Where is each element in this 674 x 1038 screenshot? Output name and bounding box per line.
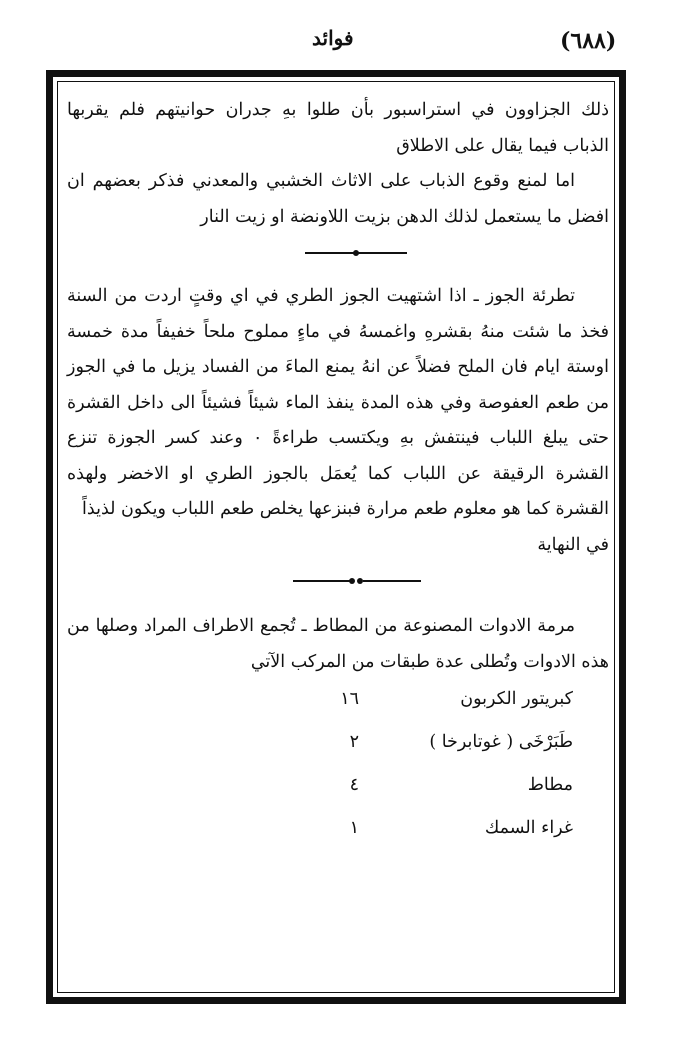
recipe-item-name: مطاط xyxy=(527,775,573,795)
recipe-table xyxy=(67,682,609,854)
paragraph-flies-furniture: اما لمنع وقوع الذباب على الاثاث الخشبي والمعدني فذكر بعضهم ان افضل ما يستعمل لذلك الدهن بزيت اللاونضة او زيت النار xyxy=(67,171,609,227)
paragraph-flies-strasbourg: ذلك الجزاوون في استراسبور بأن طلوا بهِ جدران حوانيتهم فلم يقربها الذباب فيما يقال على الاطلاق xyxy=(67,100,609,156)
recipe-item-qty: ١ xyxy=(349,818,359,838)
recipe-item-qty: ١٦ xyxy=(340,689,359,709)
page-number: (٦٨٨) xyxy=(560,28,617,54)
divider-line xyxy=(357,252,407,254)
divider-line xyxy=(305,252,355,254)
section-divider xyxy=(67,235,609,279)
paragraph-rubber-repair: مرمة الادوات المصنوعة من المطاط ـ تُجمع الاطراف المراد وصلها من هذه الادوات وتُطلى عدة طبقات من المركب الآتي xyxy=(67,616,609,672)
divider-line xyxy=(363,580,421,582)
recipe-row xyxy=(67,725,609,768)
divider-line xyxy=(293,580,351,582)
recipe-item-name: كبريتور الكربون xyxy=(460,689,573,709)
page-body xyxy=(67,93,609,854)
paragraph-walnut-freshening: تطرئة الجوز ـ اذا اشتهيت الجوز الطري في اي وقتٍ اردت من السنة فخذ ما شئت منهُ بقشرهِ واغمسهُ في ماءٍ مملوح ملحاً خفيفاً مدة خمسة اوستة ايام فان الملح فضلاً عن انهُ يمنع الماءَ من الفساد يزيل ما في الجوز من طعم العفوصة وفي هذه المدة ينفذ الماء شيئاً فشيئاً الى داخل القشرة حتى يبلغ اللباب فينتفش بهِ ويكتسب طراءةً ٠ وعند كسر الجوزة تنزع القشرة الرقيقة عن اللباب كما يُعمَل بالجوز الطري او الاخضر ولهذه القشرة كما هو معلوم طعم مرارة فبنزعها يخلص طعم اللباب ويكون لذيذاً xyxy=(67,286,609,519)
divider-ornament xyxy=(349,578,355,584)
section-divider xyxy=(67,563,609,609)
recipe-row xyxy=(67,768,609,811)
recipe-row xyxy=(67,682,609,725)
running-title: فوائد xyxy=(312,26,354,50)
page-frame xyxy=(46,70,626,1004)
paragraph-walnut-end: في النهاية xyxy=(537,534,609,555)
page-header xyxy=(0,22,674,62)
recipe-item-name: طَبَرْخَى ( غوتابرخا ) xyxy=(429,732,573,752)
recipe-item-name: غراء السمك xyxy=(484,818,573,838)
recipe-item-qty: ٢ xyxy=(349,732,359,752)
recipe-row xyxy=(67,811,609,854)
recipe-item-qty: ٤ xyxy=(349,775,359,795)
